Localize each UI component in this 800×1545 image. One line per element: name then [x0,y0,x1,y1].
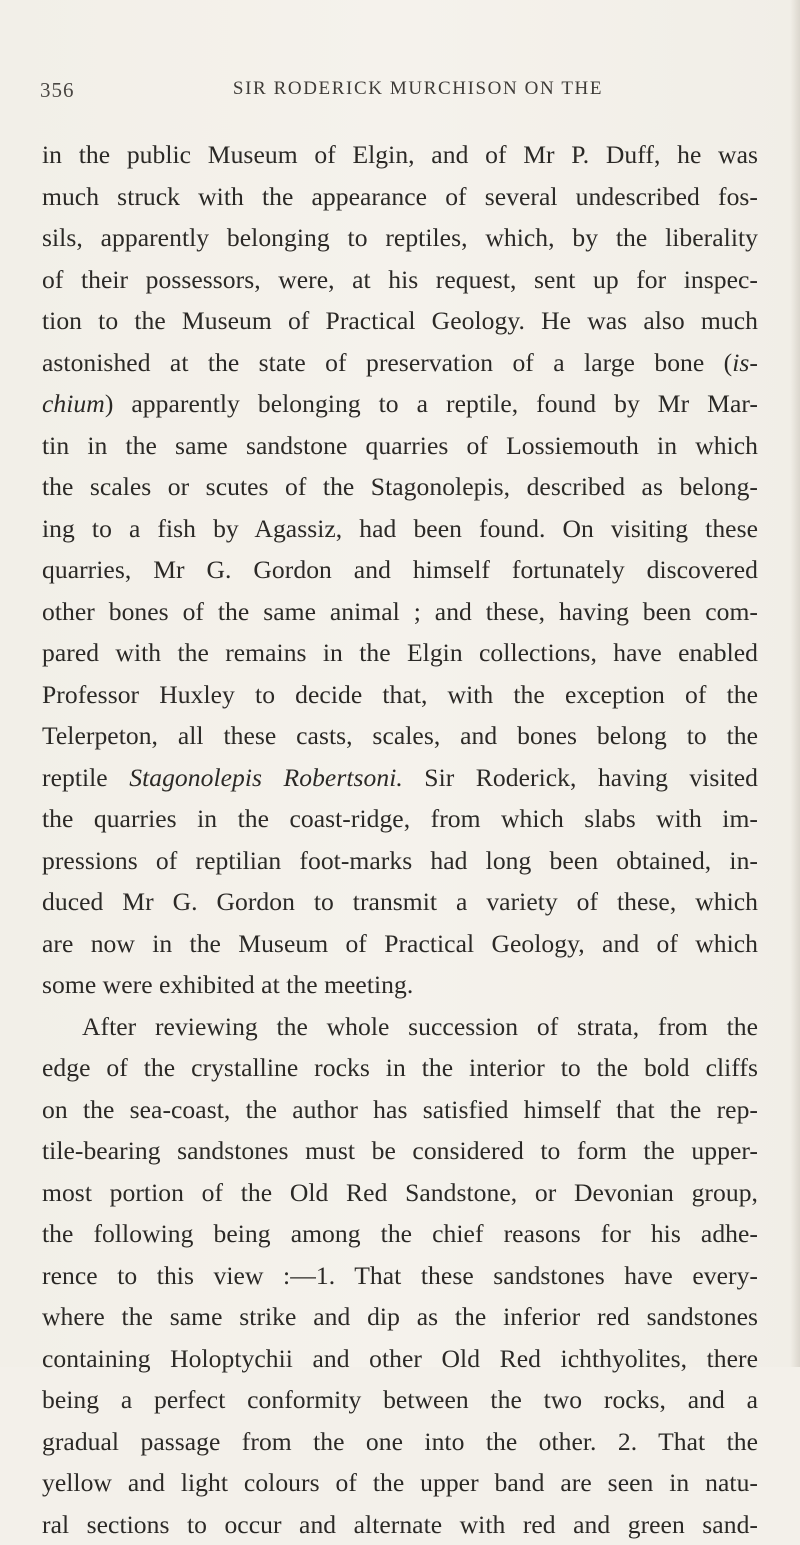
paragraph-first-line: After reviewing the whole succession of strata, from the [42,1006,758,1048]
text-line: edge of the crystalline rocks in the interior to the bold cliffs [42,1047,758,1089]
text-line: much struck with the appearance of several undescribed fos- [42,176,758,218]
text-line: containing Holoptychii and other Old Red ichthyolites, there [42,1338,758,1380]
text-line: the quarries in the coast-ridge, from which slabs with im- [42,798,758,840]
text-line: ing to a fish by Agassiz, had been found. On visiting these [42,508,758,550]
body-text [42,134,758,1545]
text-segment: Sir Roderick, having visited [403,763,758,792]
text-line: quarries, Mr G. Gordon and himself fortunately discovered [42,549,758,591]
text-line: on the sea-coast, the author has satisfied himself that the rep- [42,1089,758,1131]
text-line: tile-bearing sandstones must be considered to form the upper- [42,1130,758,1172]
text-line [42,757,758,799]
text-segment: ) apparently belonging to a reptile, found by Mr Mar- [105,389,758,418]
page-edge-shadow [790,0,800,1367]
text-line [42,383,758,425]
text-line: most portion of the Old Red Sandstone, or Devonian group, [42,1172,758,1214]
text-line: pared with the remains in the Elgin collections, have enabled [42,632,758,674]
italic-term: is- [732,348,758,377]
text-line: Telerpeton, all these casts, scales, and bones belong to the [42,715,758,757]
text-line: are now in the Museum of Practical Geology, and of which [42,923,758,965]
page-number: 356 [40,78,75,103]
running-head [40,78,756,108]
text-line: gradual passage from the one into the other. 2. That the [42,1421,758,1463]
text-line: being a perfect conformity between the two rocks, and a [42,1379,758,1421]
italic-term: chium [42,389,105,418]
text-line: of their possessors, were, at his request, sent up for inspec- [42,259,758,301]
text-line: rence to this view :—1. That these sandstones have every- [42,1255,758,1297]
text-segment: reptile [42,763,129,792]
text-line: sils, apparently belonging to reptiles, which, by the liberality [42,217,758,259]
text-line: yellow and light colours of the upper band are seen in natu- [42,1462,758,1504]
text-line: some were exhibited at the meeting. [42,964,758,1006]
text-line: in the public Museum of Elgin, and of Mr P. Duff, he was [42,134,758,176]
text-line: other bones of the same animal ; and these, having been com- [42,591,758,633]
italic-species-name: Stagonolepis Robertsoni. [129,763,403,792]
text-line: ral sections to occur and alternate with red and green sand- [42,1504,758,1545]
text-line: the scales or scutes of the Stagonolepis, described as belong- [42,466,758,508]
text-segment: astonished at the state of preservation of a large bone ( [42,348,732,377]
text-line: tion to the Museum of Practical Geology. He was also much [42,300,758,342]
running-head-title: SIR RODERICK MURCHISON ON THE [40,78,756,100]
text-line: Professor Huxley to decide that, with the exception of the [42,674,758,716]
text-line: the following being among the chief reasons for his adhe- [42,1213,758,1255]
text-line: pressions of reptilian foot-marks had long been obtained, in- [42,840,758,882]
text-line: where the same strike and dip as the inferior red sandstones [42,1296,758,1338]
text-line: duced Mr G. Gordon to transmit a variety of these, which [42,881,758,923]
text-line [42,342,758,384]
text-line: tin in the same sandstone quarries of Lossiemouth in which [42,425,758,467]
